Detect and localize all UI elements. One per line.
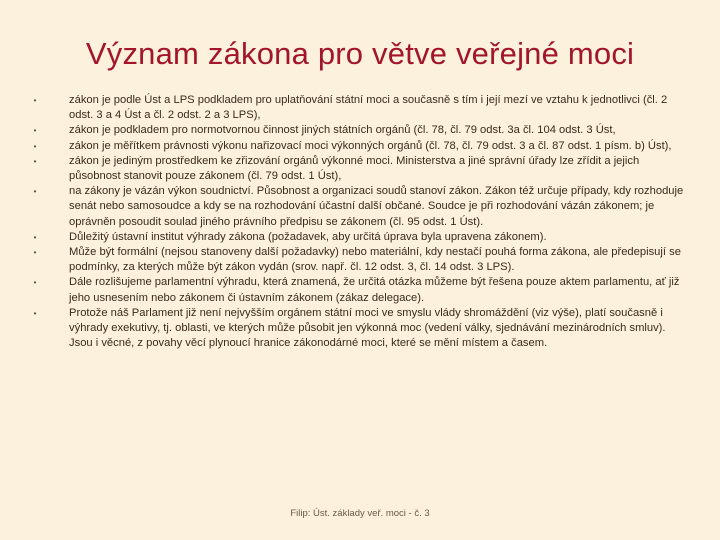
slide-footer: Filip: Úst. základy veř. moci - č. 3 [290,508,430,519]
bullet-icon: • [33,232,37,242]
bullet-item [30,93,690,123]
bullet-list [30,93,690,351]
bullet-icon: • [33,278,37,288]
bullet-icon: • [33,141,37,151]
bullet-text: zákon je podle Úst a LPS podkladem pro uplatňování státní moci a současně s tím i její mezí ve vztahu k jednotlivci (čl. 2 odst. 3 a 4 Úst a čl. 2 odst. 2 a 3 LPS), [69,94,668,122]
bullet-item [30,306,690,352]
bullet-text: Důležitý ústavní institut výhrady zákona (požadavek, aby určitá úprava byla upravena zákonem). [69,230,547,243]
slide-title: Význam zákona pro větve veřejné moci [85,36,635,71]
bullet-item [30,154,690,184]
bullet-text: zákon je měřítkem právnosti výkonu nařizovací moci výkonných orgánů (čl. 78, čl. 79 odst. 3 a čl. 87 odst. 1 písm. b) Úst), [69,139,672,152]
bullet-icon: • [33,248,37,258]
bullet-item [30,123,690,138]
bullet-icon: • [33,156,37,166]
bullet-item [30,230,690,245]
bullet-item [30,245,690,275]
bullet-icon: • [33,126,37,136]
bullet-icon: • [33,187,37,197]
bullet-icon: • [33,308,37,318]
bullet-text: na zákony je vázán výkon soudnictví. Působnost a organizaci soudů stanoví zákon. Zákon též určuje případy, kdy rozhoduje senát nebo samosoudce a kdy se na rozhodování účastní další občané. Soudce je při rozhodování vázán zákonem; je oprávněn posoudit soulad jiného právního předpisu se zákonem (čl. 95 odst. 1 Úst). [69,185,684,228]
bullet-text: zákon je jediným prostředkem ke zřizování orgánů výkonné moci. Ministerstva a jiné správní úřady lze zřídit a jejich působnost stanovit pouze zákonem (čl. 79 odst. 1 Úst), [69,154,640,183]
bullet-item [30,275,690,305]
bullet-text: Protože náš Parlament již není nejvyšším orgánem státní moci ve smyslu vlády shromáždění (viz výše), platí současně i výhrady exekutivy, tj. oblasti, ve kterých může působit jen výkonná moc (vedení války, sjednávání mezinárodních smluv). Jsou i věcné, z povahy věcí plynoucí hranice zákonodárné moci, které se mění místem a časem. [69,306,666,350]
bullet-text: Může být formální (nejsou stanoveny další požadavky) nebo materiální, kdy nestačí pouhá forma zákona, ale předepisují se podmínky, za kterých může být zákon vydán (srov. např. čl. 12 odst. 3, čl. 14 odst. 3 LPS). [69,246,681,274]
bullet-text: zákon je podkladem pro normotvornou činnost jiných státních orgánů (čl. 78, čl. 79 odst. 3a čl. 104 odst. 3 Úst, [69,124,616,137]
bullet-text: Dále rozlišujeme parlamentní výhradu, která znamená, že určitá otázka můžeme být řešena pouze aktem parlamentu, ať již jeho usnesením nebo zákonem či ústavním zákonem (zákaz delegace). [69,276,680,304]
bullet-item [30,184,690,230]
bullet-item [30,139,690,154]
bullet-icon: • [33,96,37,105]
